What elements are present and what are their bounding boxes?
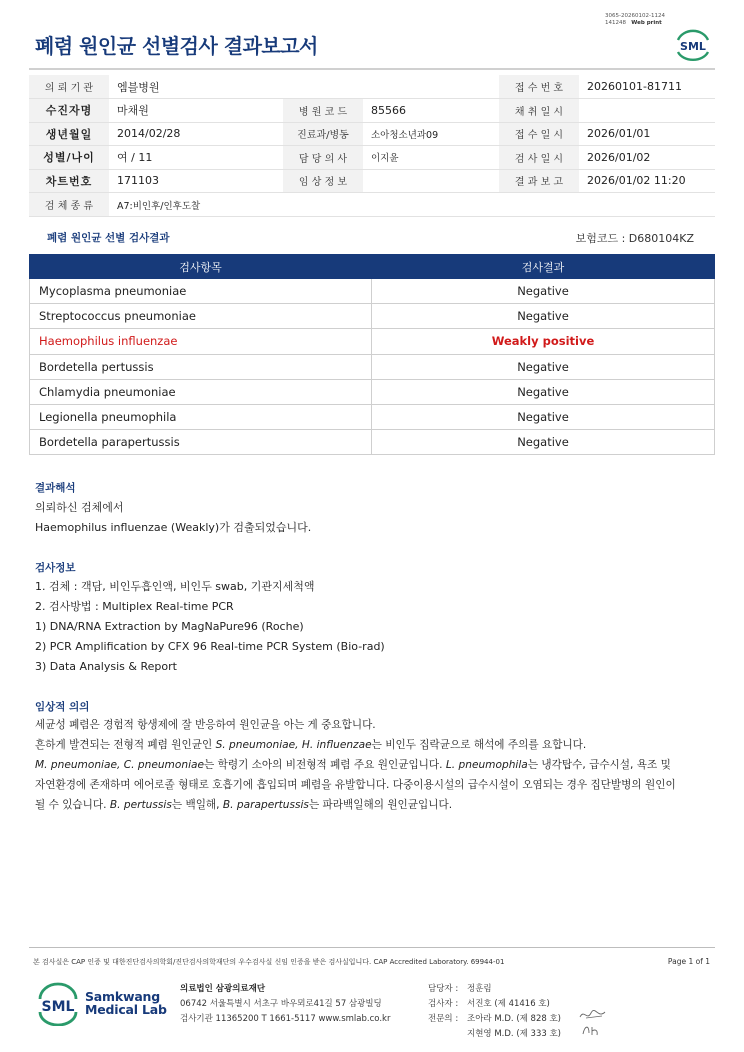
receipt-date-label: 접 수 일 시 <box>499 122 579 146</box>
clinical-line: 흔하게 발견되는 전형적 폐렴 원인균인 S. pneumoniae, H. influenzae는 비인두 집락균으로 해석에 주의를 요합니다. <box>35 738 587 751</box>
test-date-value: 2026/01/02 <box>579 146 715 170</box>
brand-name <box>85 990 167 1016</box>
result-item: Bordetella parapertussis <box>30 430 372 455</box>
signature-icon <box>578 1007 608 1023</box>
test-info-line: 3) Data Analysis & Report <box>35 659 177 673</box>
table-row <box>30 430 715 455</box>
clinical-line: 될 수 있습니다. B. pertussis는 백일해, B. parapertussis는 파라백일해의 원인균입니다. <box>35 798 453 811</box>
clinical-line: 자연환경에 존재하며 에어로졸 형태로 호흡기에 흡입되며 폐렴을 유발합니다. 다중이용시설의 급수시설이 오염되는 경우 집단발병의 원인이 <box>35 778 676 791</box>
specimen-value: A7:비인후/인후도찰 <box>109 193 715 217</box>
dept-value: 소아청소년과09 <box>363 122 499 146</box>
result-value: Negative <box>372 430 715 455</box>
sex-age-label: 성별/나이 <box>29 146 109 170</box>
birth-label: 생년월일 <box>29 122 109 146</box>
sml-brand-logo-text: SML <box>41 999 75 1015</box>
interpretation-title: 결과해석 <box>35 482 76 494</box>
institution-name: 의료법인 삼광의료재단 <box>180 984 266 994</box>
chart-label: 차트번호 <box>29 169 109 193</box>
doctor-label: 담 당 의 사 <box>283 146 363 170</box>
brand-line2: Medical Lab <box>85 1002 167 1017</box>
table-row-positive <box>30 329 715 354</box>
results-header-result: 검사결과 <box>372 255 715 279</box>
institution-contact: 검사기관 11365200 T 1661-5117 www.smlab.co.kr <box>180 1014 391 1024</box>
report-label: 결 과 보 고 <box>499 169 579 193</box>
page-title: 폐렴 원인균 선별검사 결과보고서 <box>35 34 318 58</box>
dept-label: 진료과/병동 <box>283 122 363 146</box>
result-value: Weakly positive <box>372 329 715 354</box>
result-item: Bordetella pertussis <box>30 354 372 379</box>
page-number: Page 1 of 1 <box>667 957 710 966</box>
clinical-line: M. pneumoniae, C. pneumoniae는 학령기 소아의 비전형적 폐렴 주요 원인균입니다. L. pneumophila는 냉각탑수, 급수시설, 욕조 및 <box>35 758 671 771</box>
test-info-line: 2) PCR Amplification by CFX 96 Real-time PCR System (Bio-rad) <box>35 639 385 653</box>
table-row <box>30 354 715 379</box>
test-info-line: 2. 검사방법 : Multiplex Real-time PCR <box>35 599 234 613</box>
print-meta <box>605 13 665 26</box>
hospital-code-value: 85566 <box>363 99 499 123</box>
result-value: Negative <box>372 404 715 429</box>
test-info-text <box>35 577 385 677</box>
result-value: Negative <box>372 304 715 329</box>
interpretation-line: 의뢰하신 검체에서 <box>35 501 124 514</box>
request-org-label: 의 뢰 기 관 <box>29 75 109 99</box>
staff-list <box>428 982 561 1042</box>
specimen-label: 검 체 종 류 <box>29 193 109 217</box>
doctor-value: 이지윤 <box>363 146 499 170</box>
signature-icon <box>580 1022 610 1038</box>
sml-brand-logo-icon <box>35 982 81 1026</box>
table-row <box>30 279 715 304</box>
clinical-significance-text <box>35 716 676 816</box>
interpretation-line: Haemophilus influenzae (Weakly)가 검출되었습니다. <box>35 520 312 534</box>
request-org-value: 엠블병원 <box>109 75 499 99</box>
clinical-significance-title: 임상적 의의 <box>35 701 90 713</box>
results-section-title: 폐렴 원인균 선별 검사결과 <box>47 232 170 244</box>
clinical-line: 세균성 폐렴은 경험적 항생제에 잘 반응하여 원인균을 아는 게 중요합니다. <box>35 719 376 731</box>
patient-label: 수진자명 <box>29 99 109 123</box>
result-value: Negative <box>372 279 715 304</box>
result-value: Negative <box>372 354 715 379</box>
results-header-item: 검사항목 <box>30 255 372 279</box>
test-info-title: 검사정보 <box>35 562 76 574</box>
insurance-code: 보험코드 : D680104KZ <box>575 232 694 245</box>
staff-row: 지현영 M.D. (제 333 호) <box>467 1029 562 1039</box>
result-value: Negative <box>372 379 715 404</box>
clinical-label: 임 상 정 보 <box>283 169 363 193</box>
accreditation-note: 본 검사실은 CAP 인증 및 대한진단검사의학회/진단검사의학재단의 우수검사실 신임 인증을 받은 검사실입니다. CAP Accredited Laboratory. 69944-01 <box>33 958 505 966</box>
receipt-no-value: 20260101-81711 <box>579 75 715 99</box>
test-info-line: 1) DNA/RNA Extraction by MagNaPure96 (Roche) <box>35 619 304 633</box>
result-item: Mycoplasma pneumoniae <box>30 279 372 304</box>
collect-date-value <box>579 99 715 123</box>
print-meta-id: 141248 <box>605 19 626 26</box>
print-meta-label: Web print <box>631 19 662 26</box>
footer-divider <box>29 947 715 948</box>
result-item: Streptococcus pneumoniae <box>30 304 372 329</box>
birth-value: 2014/02/28 <box>109 122 283 146</box>
interpretation-text <box>35 498 311 538</box>
result-item: Chlamydia pneumoniae <box>30 379 372 404</box>
staff-row: 전문의 : 조아라 M.D. (제 828 호) <box>428 1014 562 1024</box>
result-item: Legionella pneumophila <box>30 404 372 429</box>
table-row <box>30 404 715 429</box>
patient-info-table <box>29 75 715 217</box>
header-divider <box>29 68 715 70</box>
test-date-label: 검 사 일 시 <box>499 146 579 170</box>
institution-address: 06742 서울특별시 서초구 바우뫼로41길 57 삼광빌딩 <box>180 999 382 1009</box>
report-value: 2026/01/02 11:20 <box>579 169 715 193</box>
receipt-date-value: 2026/01/01 <box>579 122 715 146</box>
hospital-code-label: 병 원 코 드 <box>283 99 363 123</box>
receipt-no-label: 접 수 번 호 <box>499 75 579 99</box>
staff-row: 담당자 : 정훈림 <box>428 984 492 994</box>
table-row <box>30 379 715 404</box>
test-info-line: 1. 검체 : 객담, 비인두흡인액, 비인두 swab, 기관지세척액 <box>35 580 315 593</box>
institution-info <box>180 982 390 1027</box>
print-meta-line1: 3065-20260102-1124 <box>605 13 665 19</box>
staff-row: 검사자 : 서진호 (제 41416 호) <box>428 999 550 1009</box>
chart-value: 171103 <box>109 169 283 193</box>
patient-value: 마채원 <box>109 99 283 123</box>
sml-logo-icon <box>672 26 714 64</box>
results-table <box>29 254 715 455</box>
result-item: Haemophilus influenzae <box>30 329 372 354</box>
clinical-value <box>363 169 499 193</box>
brand-line1: Samkwang <box>85 989 161 1004</box>
table-row <box>30 304 715 329</box>
sml-logo-text: SML <box>680 40 706 53</box>
collect-date-label: 채 취 일 시 <box>499 99 579 123</box>
sex-age-value: 여 / 11 <box>109 146 283 170</box>
